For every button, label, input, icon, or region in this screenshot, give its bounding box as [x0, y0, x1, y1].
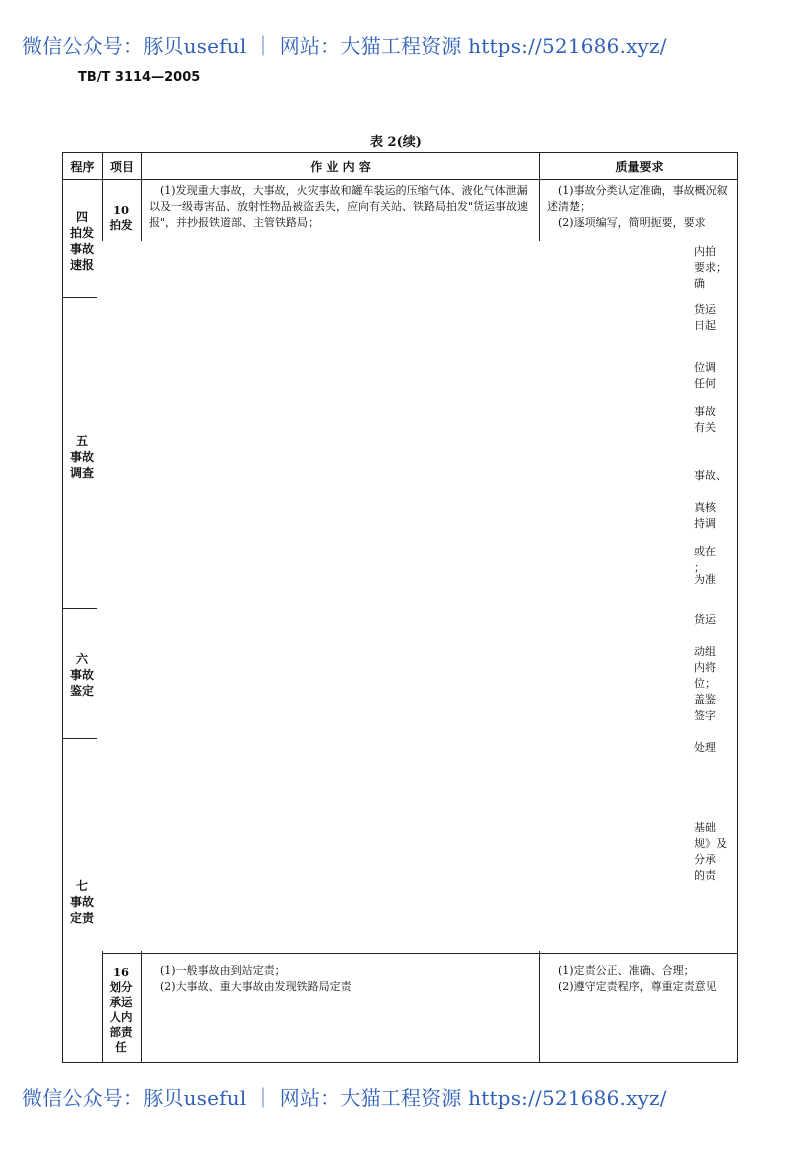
cropped-text-fragment: 真核 — [694, 501, 716, 514]
content-line: (1)发现重大事故，大事故，火灾事故和罐车装运的压缩气体、液化气体泄漏以及一级毒害品、放射性物品被盗丢失，应向有关站、铁路局拍发"货运事故速报"，并抄报铁道部、主管铁路局； — [149, 184, 529, 229]
content-line: (1)一般事故由到站定责； — [160, 964, 286, 977]
cropped-text-fragment: 日起 — [694, 319, 716, 332]
cropped-text-fragment: 有关 — [694, 421, 716, 434]
cropped-text-fragment: 货运 — [694, 303, 716, 316]
item-16: 16 划分 承运 人内 部责 任 — [109, 965, 133, 1054]
quality-line: (1)定责公正、准确、合理； — [558, 964, 695, 977]
cropped-text-fragment: 处理 — [694, 741, 716, 754]
watermark-top: 微信公众号：豚贝useful ｜ 网站：大猫工程资源 https://521686.xyz/ — [22, 34, 667, 58]
item-10: 10 拍发 — [109, 203, 133, 232]
watermark-bottom: 微信公众号：豚贝useful ｜ 网站：大猫工程资源 https://521686.xyz/ — [22, 1086, 667, 1110]
row-divider — [63, 738, 97, 739]
cropped-text-fragment: 位； — [694, 677, 716, 690]
row-divider — [102, 953, 737, 954]
header-item: 项目 — [109, 159, 134, 174]
cropped-text-fragment: 为准 — [694, 573, 716, 586]
header-quality: 质量要求 — [615, 159, 664, 174]
cropped-text-fragment: 事故、 — [694, 469, 727, 482]
cropped-text-fragment: 签字 — [694, 709, 716, 722]
cropped-text-fragment: 事故 — [694, 405, 716, 418]
quality-line: (2)遵守定责程序，尊重定责意见 — [558, 980, 717, 993]
table-title: 表 2(续) — [370, 135, 422, 150]
cropped-text-fragment: 内将 — [694, 661, 716, 674]
cropped-text-fragment: 内拍 — [694, 245, 716, 258]
cropped-text-fragment: 分承 — [694, 853, 716, 866]
procedure-7: 七 事故 定责 — [69, 879, 94, 925]
occluded-region — [98, 241, 693, 951]
cropped-text-fragment: 规》及 — [694, 837, 727, 850]
quality-item-10 — [547, 183, 733, 231]
cropped-text-fragment: 要求； — [694, 261, 727, 274]
cropped-text-fragment: 位调 — [694, 361, 716, 374]
header-divider — [63, 179, 737, 180]
quality-line: (1)事故分类认定准确，事故概况叙述清楚； — [547, 184, 728, 213]
cropped-text-fragment: 或在 — [694, 545, 716, 558]
cropped-text-fragment: 盖鉴 — [694, 693, 716, 706]
cropped-text-fragment: 货运 — [694, 613, 716, 626]
content-line: (2)大事故、重大事故由发现铁路局定责 — [160, 980, 352, 993]
cropped-text-fragment: 确 — [694, 277, 705, 290]
content-item-16 — [149, 963, 533, 995]
cropped-text-fragment: 动组 — [694, 645, 716, 658]
quality-item-16 — [547, 963, 733, 995]
procedure-5: 五 事故 调查 — [69, 434, 94, 480]
quality-line: (2)逐项编写，简明扼要，要求 — [558, 216, 706, 229]
row-divider — [63, 297, 97, 298]
cropped-text-fragment: 持调 — [694, 517, 716, 530]
cropped-text-fragment: 基础 — [694, 821, 716, 834]
cropped-text-fragment: ； — [694, 561, 705, 574]
procedure-4: 四 拍发 事故 速报 — [69, 210, 94, 272]
procedure-6: 六 事故 鉴定 — [69, 652, 94, 698]
document-code: TB/T 3114—2005 — [78, 70, 201, 85]
content-item-10 — [149, 183, 533, 231]
cropped-text-fragment: 的责 — [694, 869, 716, 882]
cropped-text-fragment: 任何 — [694, 377, 716, 390]
row-divider — [63, 608, 97, 609]
header-content: 作 业 内 容 — [310, 159, 371, 174]
header-procedure: 程序 — [70, 159, 95, 174]
